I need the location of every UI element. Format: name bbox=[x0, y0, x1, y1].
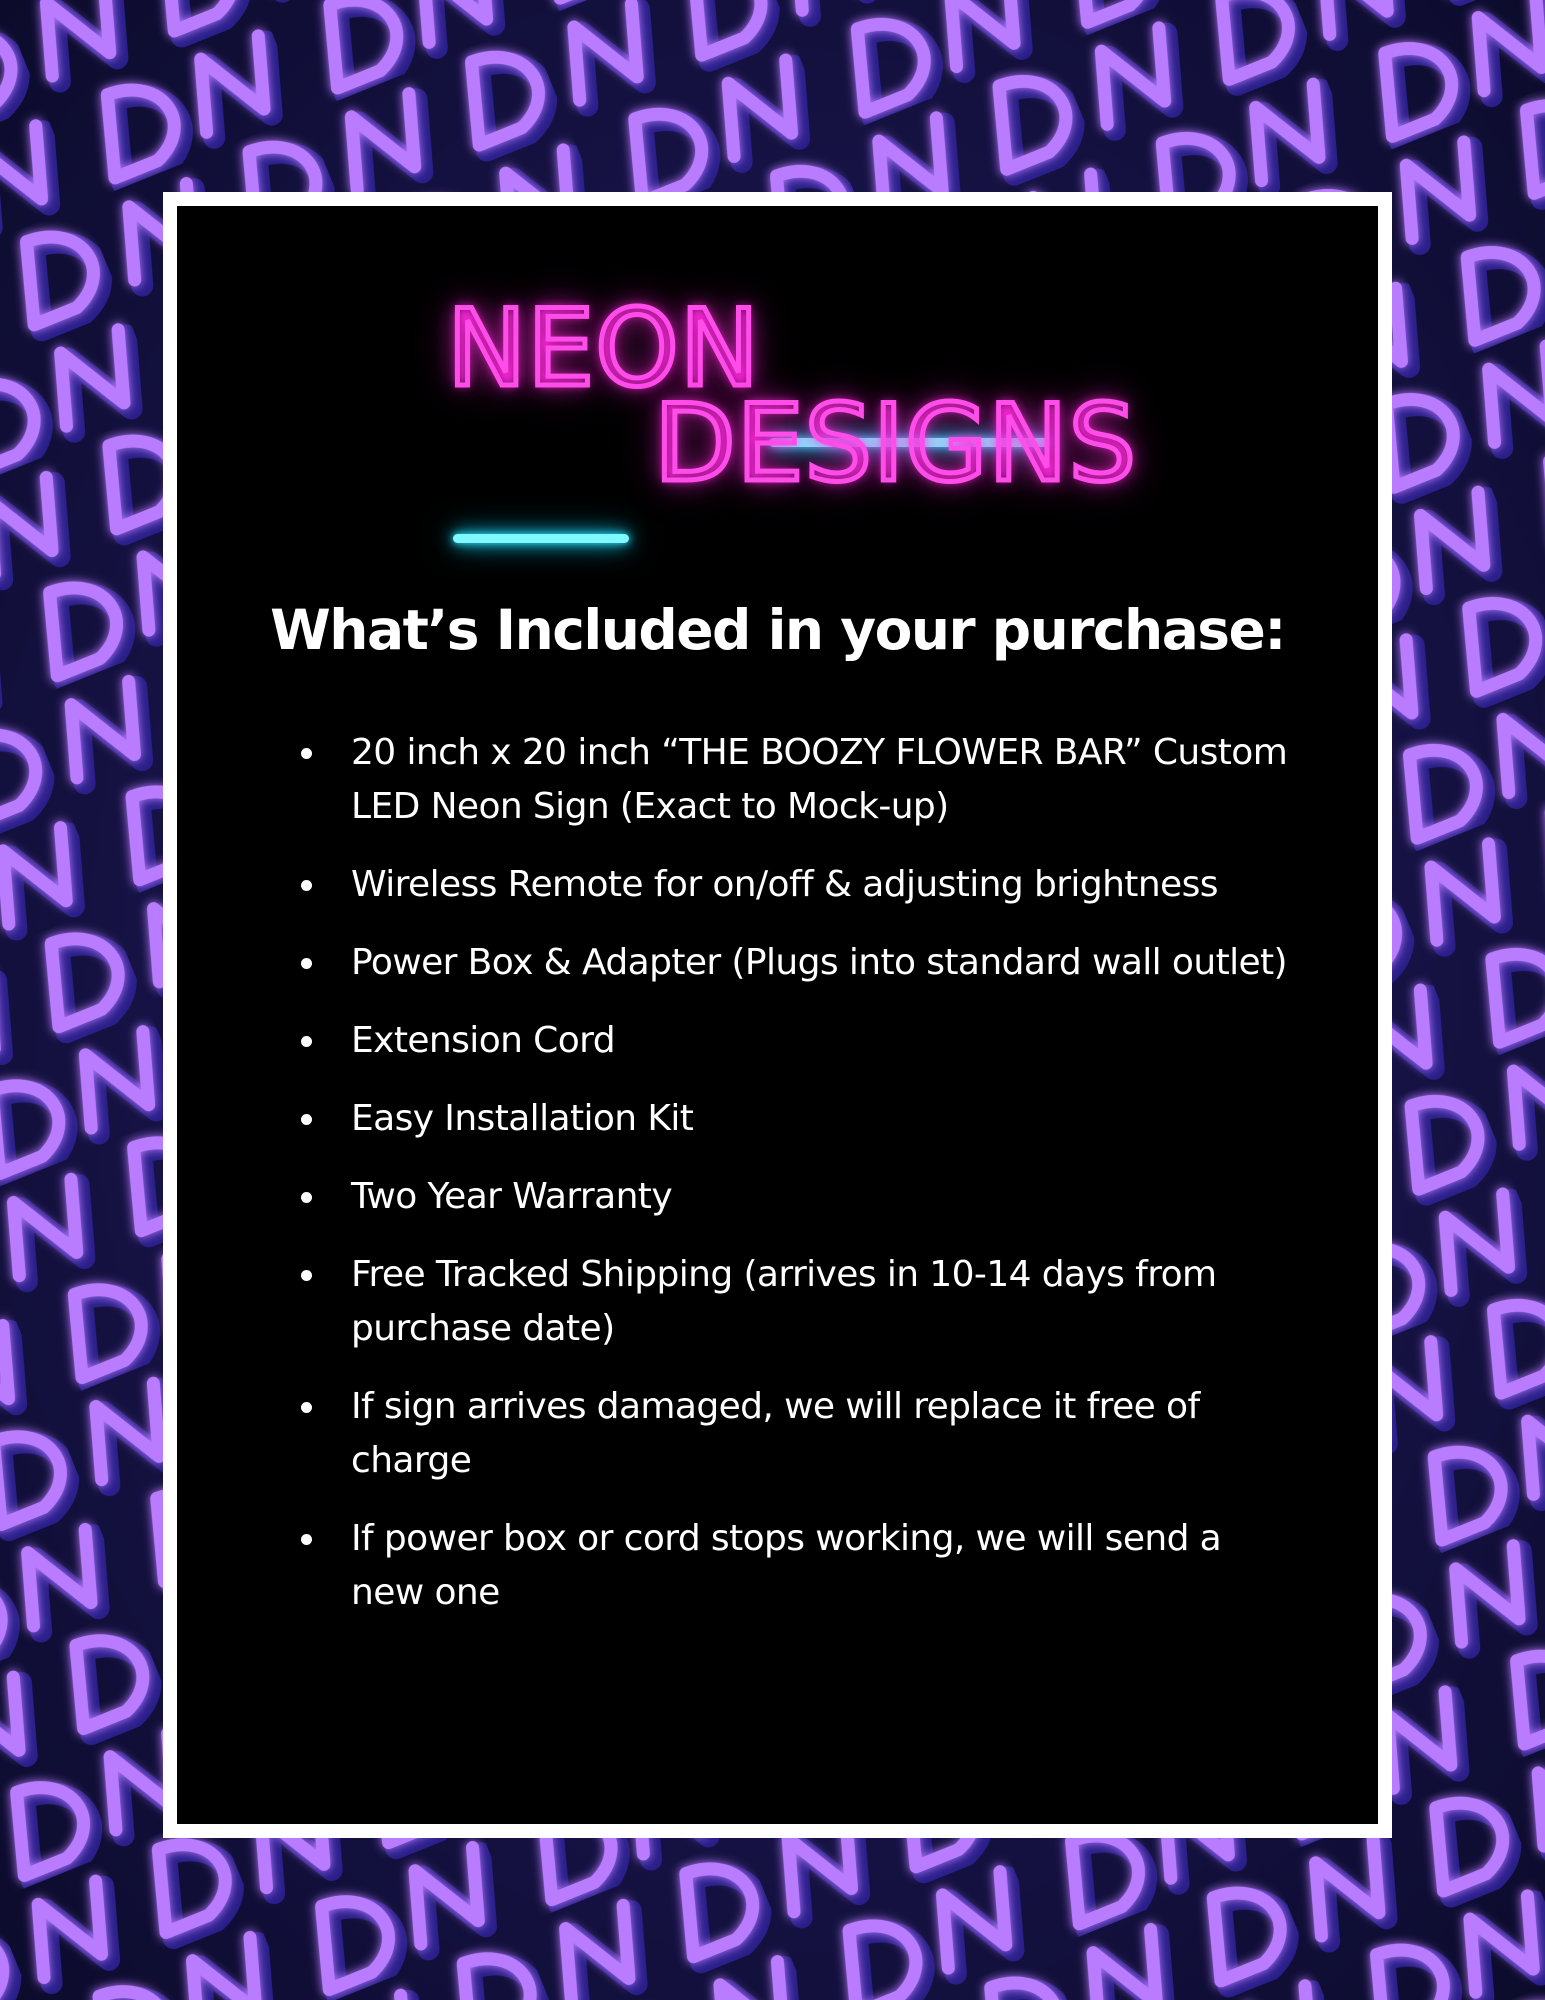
bullet-dot-icon bbox=[301, 1270, 312, 1281]
list-item bbox=[297, 1380, 1297, 1488]
bullet-dot-icon bbox=[301, 880, 312, 891]
logo-word-designs: DESIGNS bbox=[654, 382, 1137, 505]
included-items-list bbox=[297, 726, 1297, 1644]
bullet-dot-icon bbox=[301, 1114, 312, 1125]
list-item bbox=[297, 1248, 1297, 1356]
bullet-dot-icon bbox=[301, 1036, 312, 1047]
list-item bbox=[297, 858, 1297, 912]
list-item-text: If sign arrives damaged, we will replace it free of charge bbox=[351, 1386, 1200, 1481]
list-item-text: Power Box & Adapter (Plugs into standard wall outlet) bbox=[351, 942, 1287, 983]
logo-neon-bar-bottom bbox=[453, 534, 629, 543]
included-heading: What’s Included in your purchase: bbox=[270, 598, 1285, 662]
list-item bbox=[297, 1092, 1297, 1146]
bullet-dot-icon bbox=[301, 748, 312, 759]
list-item bbox=[297, 726, 1297, 834]
list-item-text: Two Year Warranty bbox=[351, 1176, 673, 1217]
list-item bbox=[297, 1014, 1297, 1068]
list-item-text: Extension Cord bbox=[351, 1020, 615, 1061]
list-item-text: If power box or cord stops working, we will send a new one bbox=[351, 1518, 1222, 1613]
list-item bbox=[297, 1170, 1297, 1224]
list-item bbox=[297, 936, 1297, 990]
bullet-dot-icon bbox=[301, 1402, 312, 1413]
list-item-text: Free Tracked Shipping (arrives in 10-14 days from purchase date) bbox=[351, 1254, 1217, 1349]
info-card bbox=[163, 192, 1392, 1838]
logo-word-neon: NEON bbox=[447, 287, 760, 410]
neon-designs-logo bbox=[447, 287, 1247, 526]
bullet-dot-icon bbox=[301, 1534, 312, 1545]
list-item-text: Easy Installation Kit bbox=[351, 1098, 694, 1139]
list-item bbox=[297, 1512, 1297, 1620]
list-item-text: 20 inch x 20 inch “THE BOOZY FLOWER BAR” Custom LED Neon Sign (Exact to Mock-up) bbox=[351, 732, 1288, 827]
bullet-dot-icon bbox=[301, 1192, 312, 1203]
list-item-text: Wireless Remote for on/off & adjusting brightness bbox=[351, 864, 1218, 905]
bullet-dot-icon bbox=[301, 958, 312, 969]
